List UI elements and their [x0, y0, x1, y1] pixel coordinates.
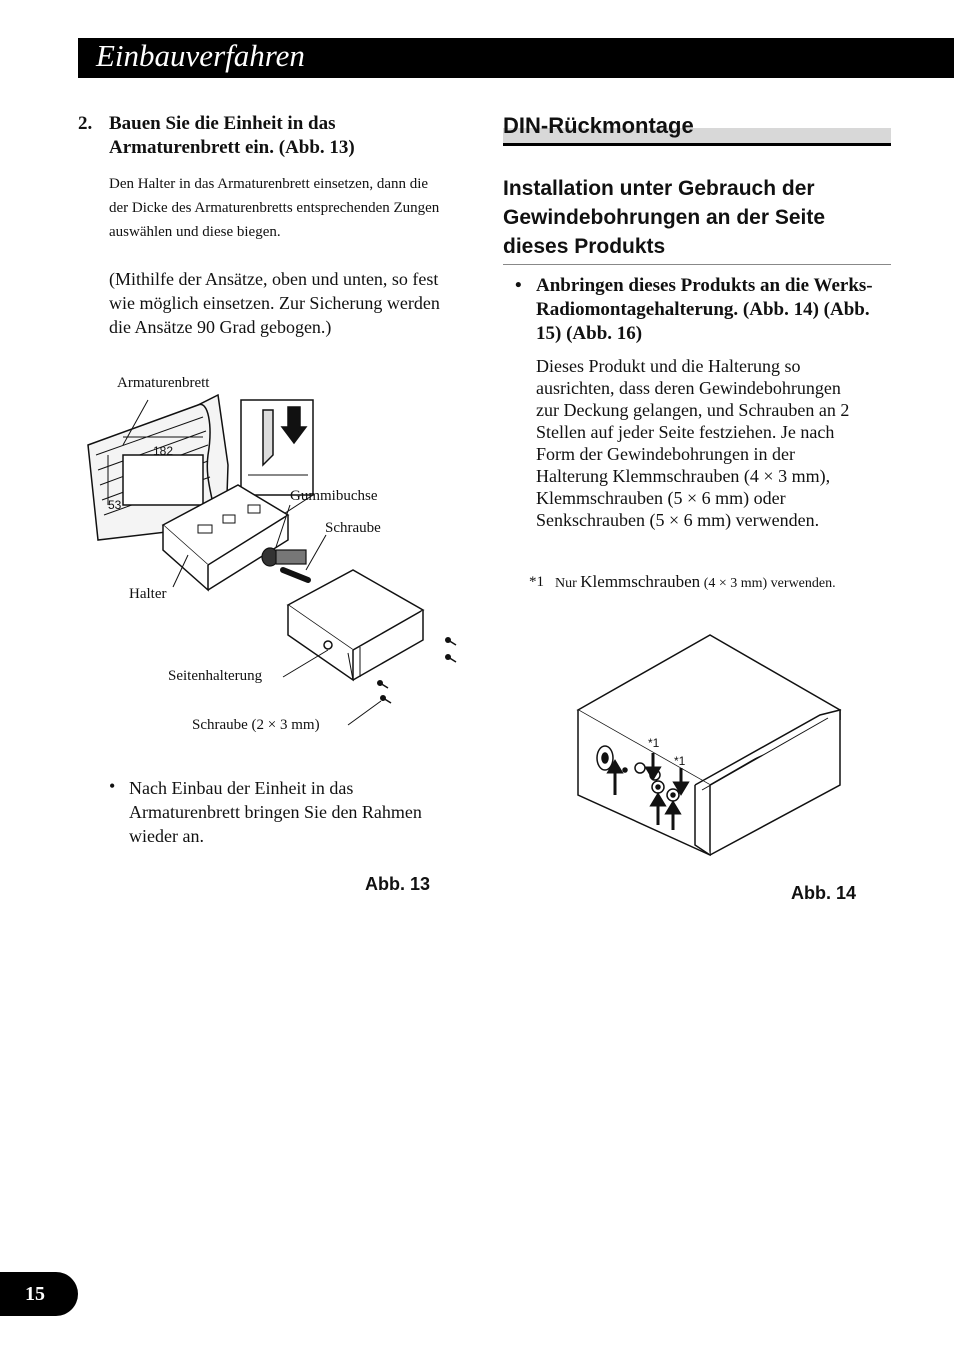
label-gummibuchse: Gummibuchse [290, 488, 378, 504]
bullet-marker: • [109, 776, 116, 796]
step-number: 2. [78, 113, 93, 134]
sub-heading-rule [503, 264, 891, 265]
right-bullet-heading: Anbringen dieses Produkts an die Werks-Radiomontagehalterung. (Abb. 14) (Abb. 15) (Abb. 16) [536, 275, 873, 344]
figure-14-caption: Abb. 14 [791, 883, 857, 903]
label-armaturenbrett: Armaturenbrett [117, 375, 210, 391]
sub-heading: Installation unter Gebrauch der Gewindebohrungen an der Seite dieses Produkts [503, 177, 826, 258]
footnote-text [555, 572, 890, 594]
gummibuchse-part [262, 548, 308, 580]
dim-height-label: 53 [108, 498, 122, 512]
label-seitenhalterung: Seitenhalterung [168, 668, 263, 684]
bullet-text: Nach Einbau der Einheit in das Armaturenbrett bringen Sie den Rahmen wieder an. [129, 778, 422, 846]
footnote-mark: *1 [529, 574, 544, 590]
instruction-small: Den Halter in das Armaturenbrett einsetzen, dann die der Dicke des Armaturenbretts entsprechenden Zungen auswählen und diese biegen. [109, 176, 440, 240]
label-schraube-small: Schraube (2 × 3 mm) [192, 717, 320, 733]
step-heading: Bauen Sie die Einheit in das Armaturenbrett ein. (Abb. 13) [109, 113, 355, 158]
section-rule-black [503, 143, 891, 146]
footnote-emphasis: Klemmschrauben [580, 572, 701, 591]
right-paragraph: Dieses Produkt und die Halterung so ausrichten, dass deren Gewindebohrungen zur Deckung gelangen, und Schrauben an 2 Stellen auf jeder Seite festziehen. Je nach Form der Gewindebohrungen in der Halterung Klemmschrauben (4 × 3 mm), Klemmschrauben (5 × 6 mm) oder Senkschrauben (5 × 6 mm) verwenden. [536, 356, 850, 530]
page-number: 15 [25, 1283, 45, 1305]
figure-13-caption: Abb. 13 [365, 874, 431, 894]
unit-body [288, 570, 423, 680]
label-schraube: Schraube [325, 520, 381, 536]
footnote-pre: Nur [555, 576, 581, 591]
label-halter: Halter [129, 586, 167, 602]
section-heading: DIN-Rückmontage [503, 113, 694, 138]
right-bullet-marker: • [515, 275, 522, 296]
dim-width-label: 182 [153, 444, 174, 458]
figure-13-illustration [78, 365, 468, 745]
page-title: Einbauverfahren [96, 38, 305, 73]
unit-box [578, 635, 840, 855]
footnote-post: (4 × 3 mm) verwenden. [700, 576, 836, 591]
figure-14-illustration [570, 625, 900, 860]
figure-14-mark-2: *1 [674, 754, 686, 768]
figure-14-mark-1: *1 [648, 736, 660, 750]
instruction-paragraph: (Mithilfe der Ansätze, oben und unten, so fest wie möglich einsetzen. Zur Sicherung werden die Ansätze 90 Grad gebogen.) [109, 269, 440, 337]
